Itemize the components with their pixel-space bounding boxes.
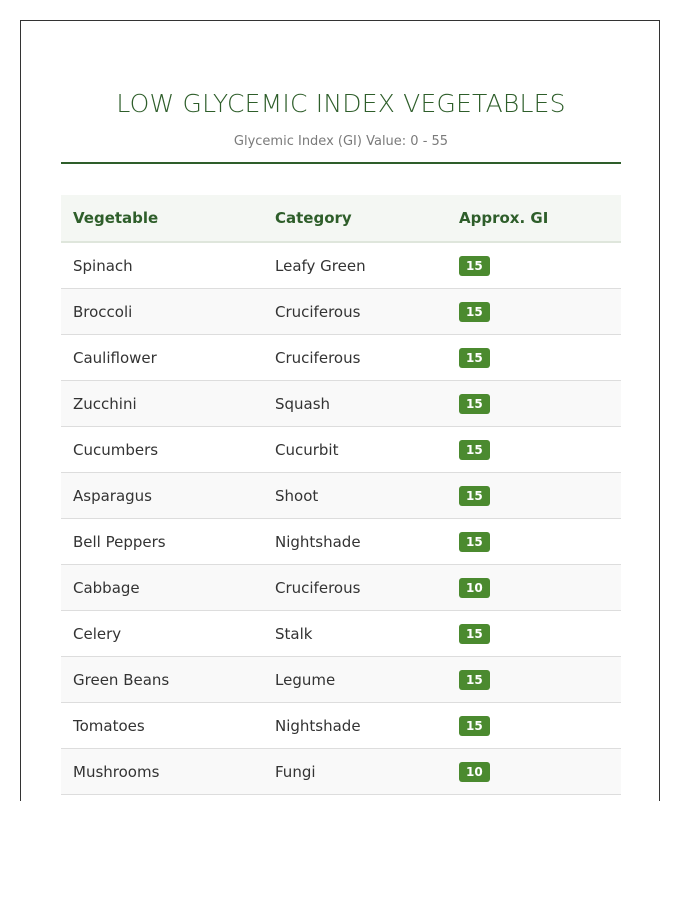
cell-gi bbox=[447, 381, 621, 427]
cell-vegetable: Spinach bbox=[61, 242, 263, 289]
cell-category: Stalk bbox=[263, 611, 447, 657]
cell-category: Squash bbox=[263, 381, 447, 427]
table-row bbox=[61, 335, 621, 381]
cell-vegetable: Bell Peppers bbox=[61, 519, 263, 565]
cell-vegetable: Mushrooms bbox=[61, 749, 263, 795]
cell-category: Shoot bbox=[263, 473, 447, 519]
gi-badge: 15 bbox=[459, 348, 490, 368]
document-page bbox=[20, 20, 660, 801]
gi-badge: 15 bbox=[459, 716, 490, 736]
table-row bbox=[61, 519, 621, 565]
cell-category: Cruciferous bbox=[263, 335, 447, 381]
page-title: LOW GLYCEMIC INDEX VEGETABLES bbox=[116, 89, 566, 118]
cell-vegetable: Cauliflower bbox=[61, 335, 263, 381]
column-header-vegetable: Vegetable bbox=[61, 195, 263, 242]
cell-gi bbox=[447, 242, 621, 289]
cell-gi bbox=[447, 335, 621, 381]
cell-vegetable: Asparagus bbox=[61, 473, 263, 519]
cell-category: Leafy Green bbox=[263, 242, 447, 289]
cell-vegetable: Broccoli bbox=[61, 289, 263, 335]
cell-category: Cucurbit bbox=[263, 427, 447, 473]
gi-badge: 15 bbox=[459, 256, 490, 276]
cell-category: Fungi bbox=[263, 749, 447, 795]
cell-gi bbox=[447, 289, 621, 335]
cell-category: Nightshade bbox=[263, 519, 447, 565]
table-header bbox=[61, 195, 621, 242]
gi-badge: 15 bbox=[459, 440, 490, 460]
title-divider bbox=[61, 162, 621, 164]
table-row bbox=[61, 381, 621, 427]
table-row bbox=[61, 611, 621, 657]
page-subtitle: Glycemic Index (GI) Value: 0 - 55 bbox=[233, 134, 449, 149]
cell-gi bbox=[447, 427, 621, 473]
cell-gi bbox=[447, 519, 621, 565]
column-header-category: Category bbox=[263, 195, 447, 242]
gi-badge: 15 bbox=[459, 624, 490, 644]
gi-badge: 10 bbox=[459, 578, 490, 598]
gi-badge: 15 bbox=[459, 486, 490, 506]
vegetable-table bbox=[61, 195, 621, 795]
table-row bbox=[61, 749, 621, 795]
cell-vegetable: Cucumbers bbox=[61, 427, 263, 473]
cell-gi bbox=[447, 611, 621, 657]
cell-category: Cruciferous bbox=[263, 289, 447, 335]
table-row bbox=[61, 657, 621, 703]
table-row bbox=[61, 289, 621, 335]
cell-gi bbox=[447, 565, 621, 611]
cell-vegetable: Tomatoes bbox=[61, 703, 263, 749]
table-row bbox=[61, 427, 621, 473]
cell-vegetable: Green Beans bbox=[61, 657, 263, 703]
cell-gi bbox=[447, 749, 621, 795]
table-row bbox=[61, 242, 621, 289]
column-header-gi: Approx. GI bbox=[447, 195, 621, 242]
cell-gi bbox=[447, 703, 621, 749]
gi-badge: 10 bbox=[459, 762, 490, 782]
cell-vegetable: Celery bbox=[61, 611, 263, 657]
gi-badge: 15 bbox=[459, 394, 490, 414]
table-row bbox=[61, 703, 621, 749]
cell-vegetable: Zucchini bbox=[61, 381, 263, 427]
table-header-row bbox=[61, 195, 621, 242]
cell-category: Nightshade bbox=[263, 703, 447, 749]
table-body bbox=[61, 242, 621, 795]
cell-gi bbox=[447, 473, 621, 519]
table-row bbox=[61, 565, 621, 611]
gi-badge: 15 bbox=[459, 302, 490, 322]
cell-vegetable: Cabbage bbox=[61, 565, 263, 611]
gi-badge: 15 bbox=[459, 532, 490, 552]
cell-gi bbox=[447, 657, 621, 703]
table-row bbox=[61, 473, 621, 519]
cell-category: Cruciferous bbox=[263, 565, 447, 611]
gi-badge: 15 bbox=[459, 670, 490, 690]
cell-category: Legume bbox=[263, 657, 447, 703]
